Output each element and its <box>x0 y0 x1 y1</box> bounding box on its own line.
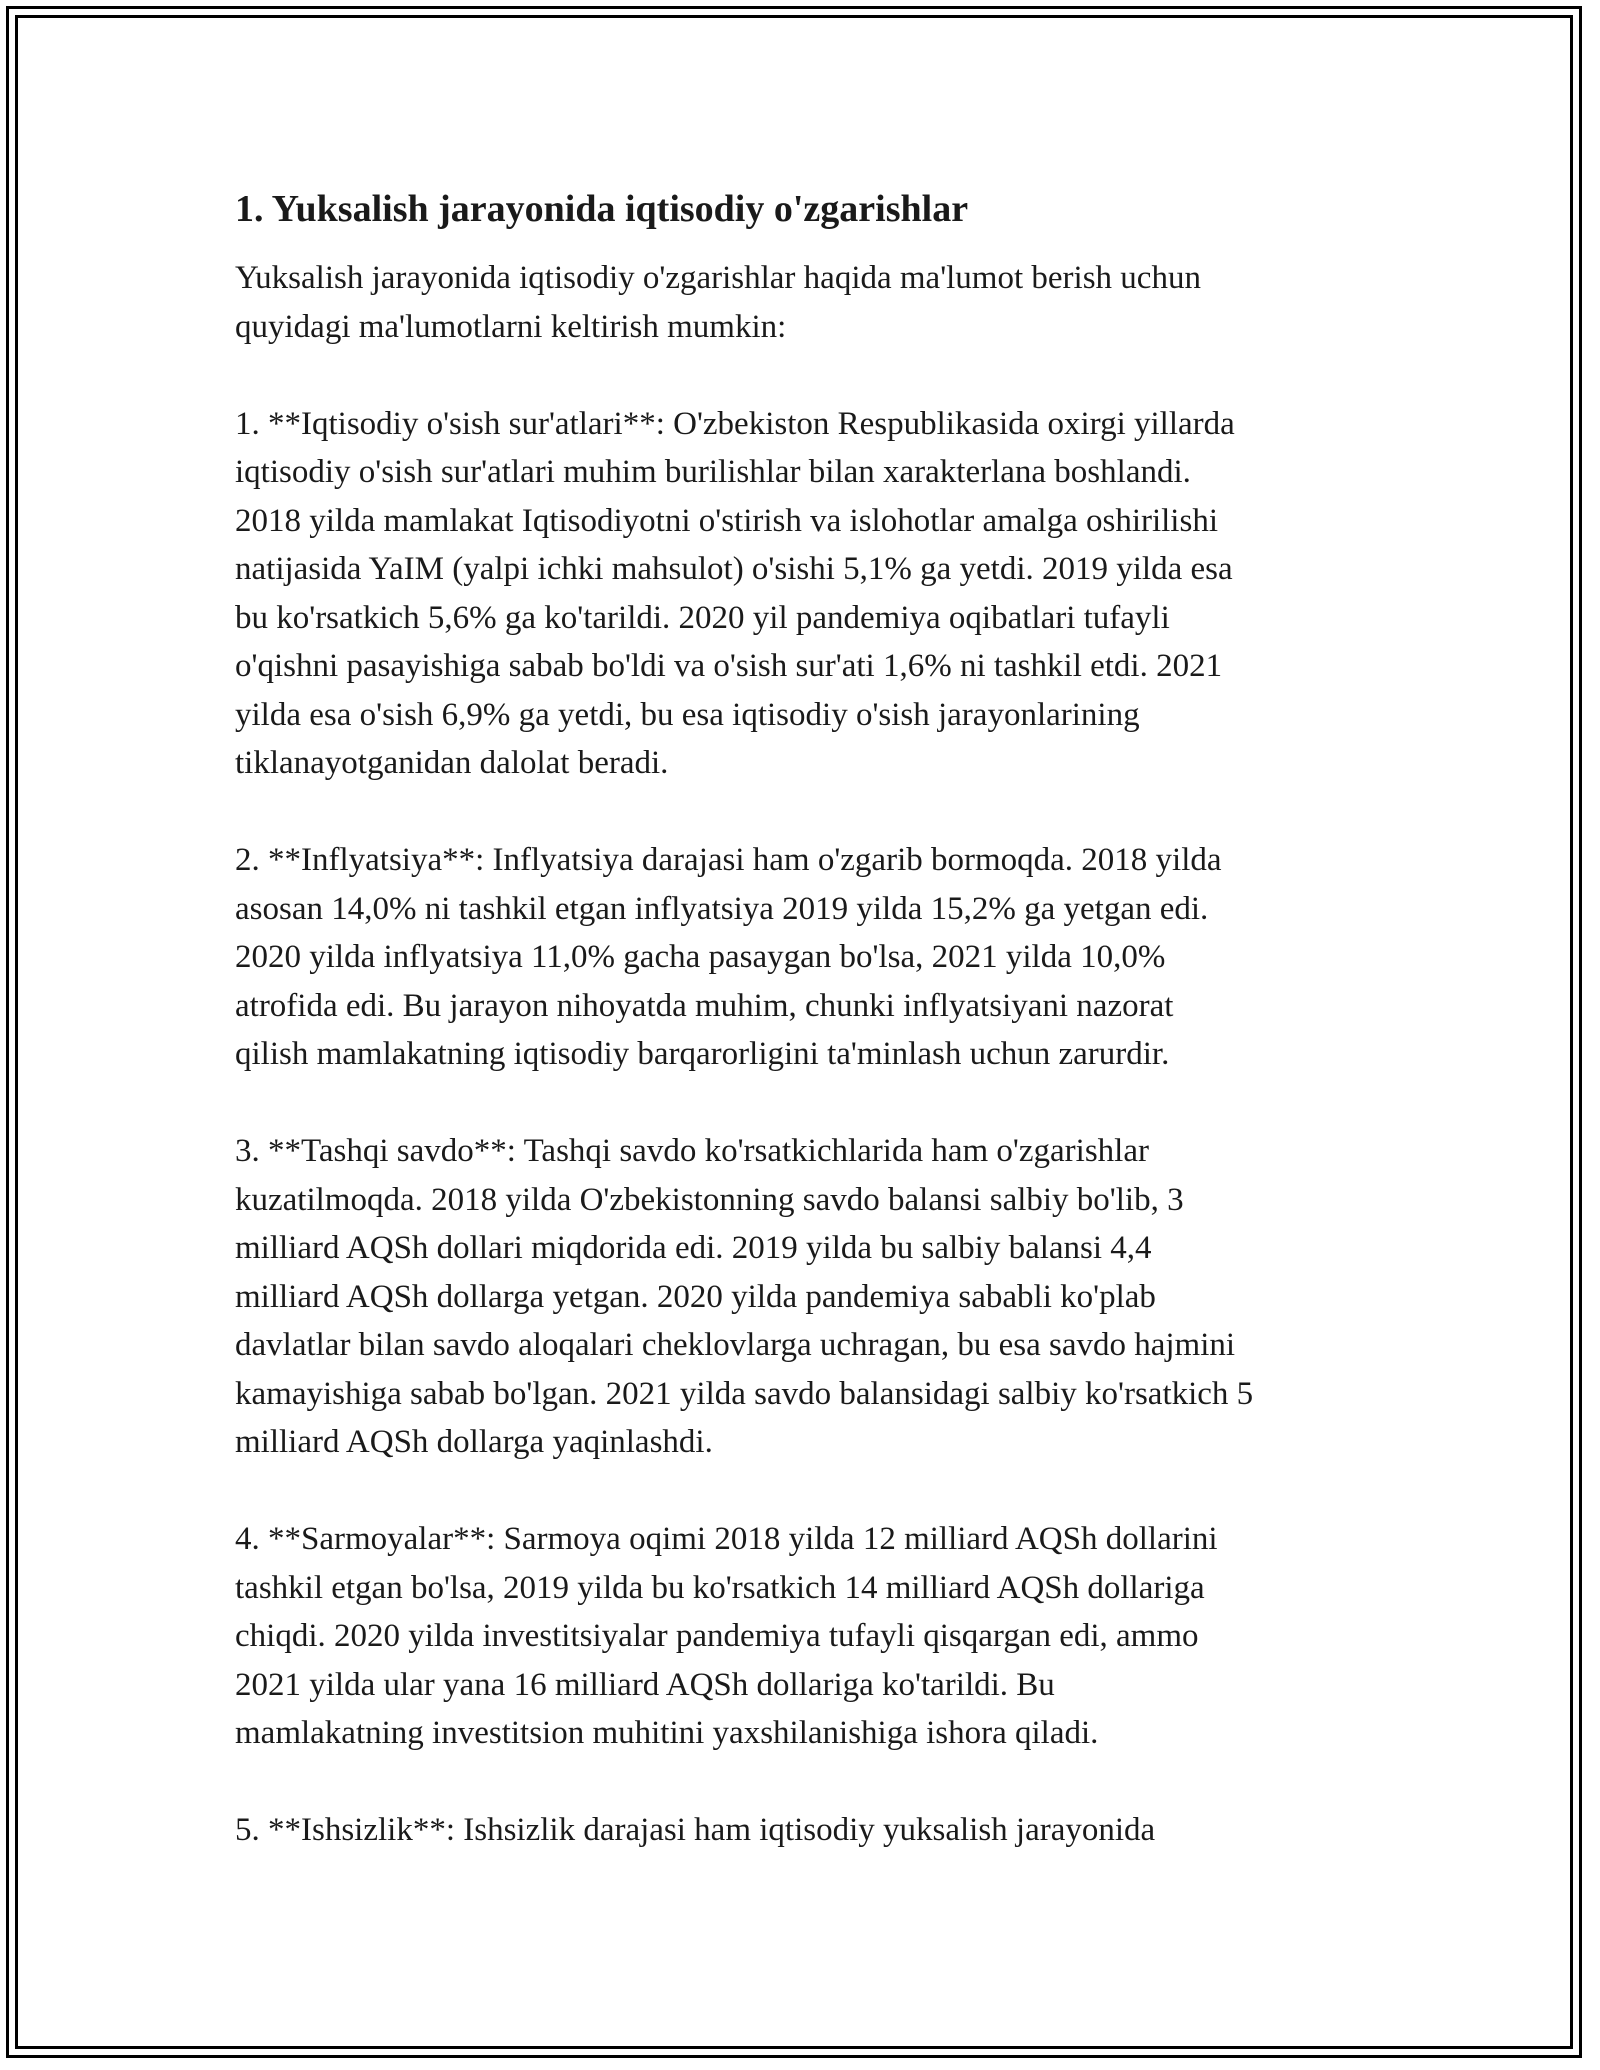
document-title: 1. Yuksalish jarayonida iqtisodiy o'zgarishlar <box>235 188 969 230</box>
paragraph-line: qilish mamlakatning iqtisodiy barqarorligini ta'minlash uchun zarurdir. <box>235 1036 1170 1072</box>
paragraph-line: kamayishiga sabab bo'lgan. 2021 yilda savdo balansidagi salbiy ko'rsatkich 5 <box>235 1375 1254 1412</box>
section-unemployment <box>235 1806 1385 1855</box>
paragraph-line: milliard AQSh dollari miqdorida edi. 2019 yilda bu salbiy balansi 4,4 <box>235 1230 1152 1266</box>
paragraph-line: o'qishni pasayishiga sabab bo'ldi va o'sish sur'ati 1,6% ni tashkil etdi. 2021 <box>235 648 1223 684</box>
paragraph-line: 2021 yilda ular yana 16 milliard AQSh dollariga ko'tarildi. Bu <box>235 1666 1055 1703</box>
paragraph-line: chiqdi. 2020 yilda investitsiyalar pandemiya tufayli qisqargan edi, ammo <box>235 1618 1199 1654</box>
paragraph-line: yilda esa o'sish 6,9% ga yetdi, bu esa iqtisodiy o'sish jarayonlarining <box>235 696 1140 733</box>
paragraph-line: 4. **Sarmoyalar**: Sarmoya oqimi 2018 yilda 12 milliard AQSh dollarini <box>235 1521 1218 1557</box>
intro-paragraph <box>235 254 1385 351</box>
section-inflation <box>235 836 1385 1079</box>
paragraph-line: tiklanayotganidan dalolat beradi. <box>235 745 669 781</box>
paragraph-line: 2020 yilda inflyatsiya 11,0% gacha pasaygan bo'lsa, 2021 yilda 10,0% <box>235 939 1166 975</box>
paragraph-line: natijasida YaIM (yalpi ichki mahsulot) o'sishi 5,1% ga yetdi. 2019 yilda esa <box>235 551 1233 587</box>
paragraph-line: tashkil etgan bo'lsa, 2019 yilda bu ko'rsatkich 14 milliard AQSh dollariga <box>235 1569 1205 1606</box>
paragraph-line: iqtisodiy o'sish sur'atlari muhim burilishlar bilan xarakterlana boshlandi. <box>235 454 1191 490</box>
paragraph-line: davlatlar bilan savdo aloqalari cheklovlarga uchragan, bu esa savdo hajmini <box>235 1327 1236 1363</box>
paragraph-line: mamlakatning investitsion muhitini yaxshilanishiga ishora qiladi. <box>235 1715 1099 1751</box>
paragraph-line: kuzatilmoqda. 2018 yilda O'zbekistonning savdo balansi salbiy bo'lib, 3 <box>235 1181 1184 1218</box>
document-body <box>235 186 1385 1903</box>
paragraph-line: 2018 yilda mamlakat Iqtisodiyotni o'stirish va islohotlar amalga oshirilishi <box>235 502 1218 539</box>
paragraph-line: 3. **Tashqi savdo**: Tashqi savdo ko'rsatkichlarida ham o'zgarishlar <box>235 1133 1149 1169</box>
paragraph-line: quyidagi ma'lumotlarni keltirish mumkin: <box>235 308 787 345</box>
paragraph-line: 1. **Iqtisodiy o'sish sur'atlari**: O'zbekiston Respublikasida oxirgi yillarda <box>235 405 1235 442</box>
paragraph-line: asosan 14,0% ni tashkil etgan inflyatsiya 2019 yilda 15,2% ga yetgan edi. <box>235 890 1209 927</box>
paragraph-line: 5. **Ishsizlik**: Ishsizlik darajasi ham iqtisodiy yuksalish jarayonida <box>235 1812 1156 1848</box>
section-investments <box>235 1515 1385 1758</box>
paragraph-line: milliard AQSh dollarga yetgan. 2020 yilda pandemiya sababli ko'plab <box>235 1278 1156 1315</box>
paragraph-line: bu ko'rsatkich 5,6% ga ko'tarildi. 2020 yil pandemiya oqibatlari tufayli <box>235 599 1170 636</box>
paragraph-line: atrofida edi. Bu jarayon nihoyatda muhim, chunki inflyatsiyani nazorat <box>235 987 1174 1024</box>
paragraph-line: milliard AQSh dollarga yaqinlashdi. <box>235 1424 713 1460</box>
section-economic-growth <box>235 400 1385 788</box>
paragraph-line: 2. **Inflyatsiya**: Inflyatsiya darajasi ham o'zgarib bormoqda. 2018 yilda <box>235 842 1222 878</box>
paragraph-line: Yuksalish jarayonida iqtisodiy o'zgarishlar haqida ma'lumot berish uchun <box>235 260 1201 296</box>
section-foreign-trade <box>235 1127 1385 1467</box>
